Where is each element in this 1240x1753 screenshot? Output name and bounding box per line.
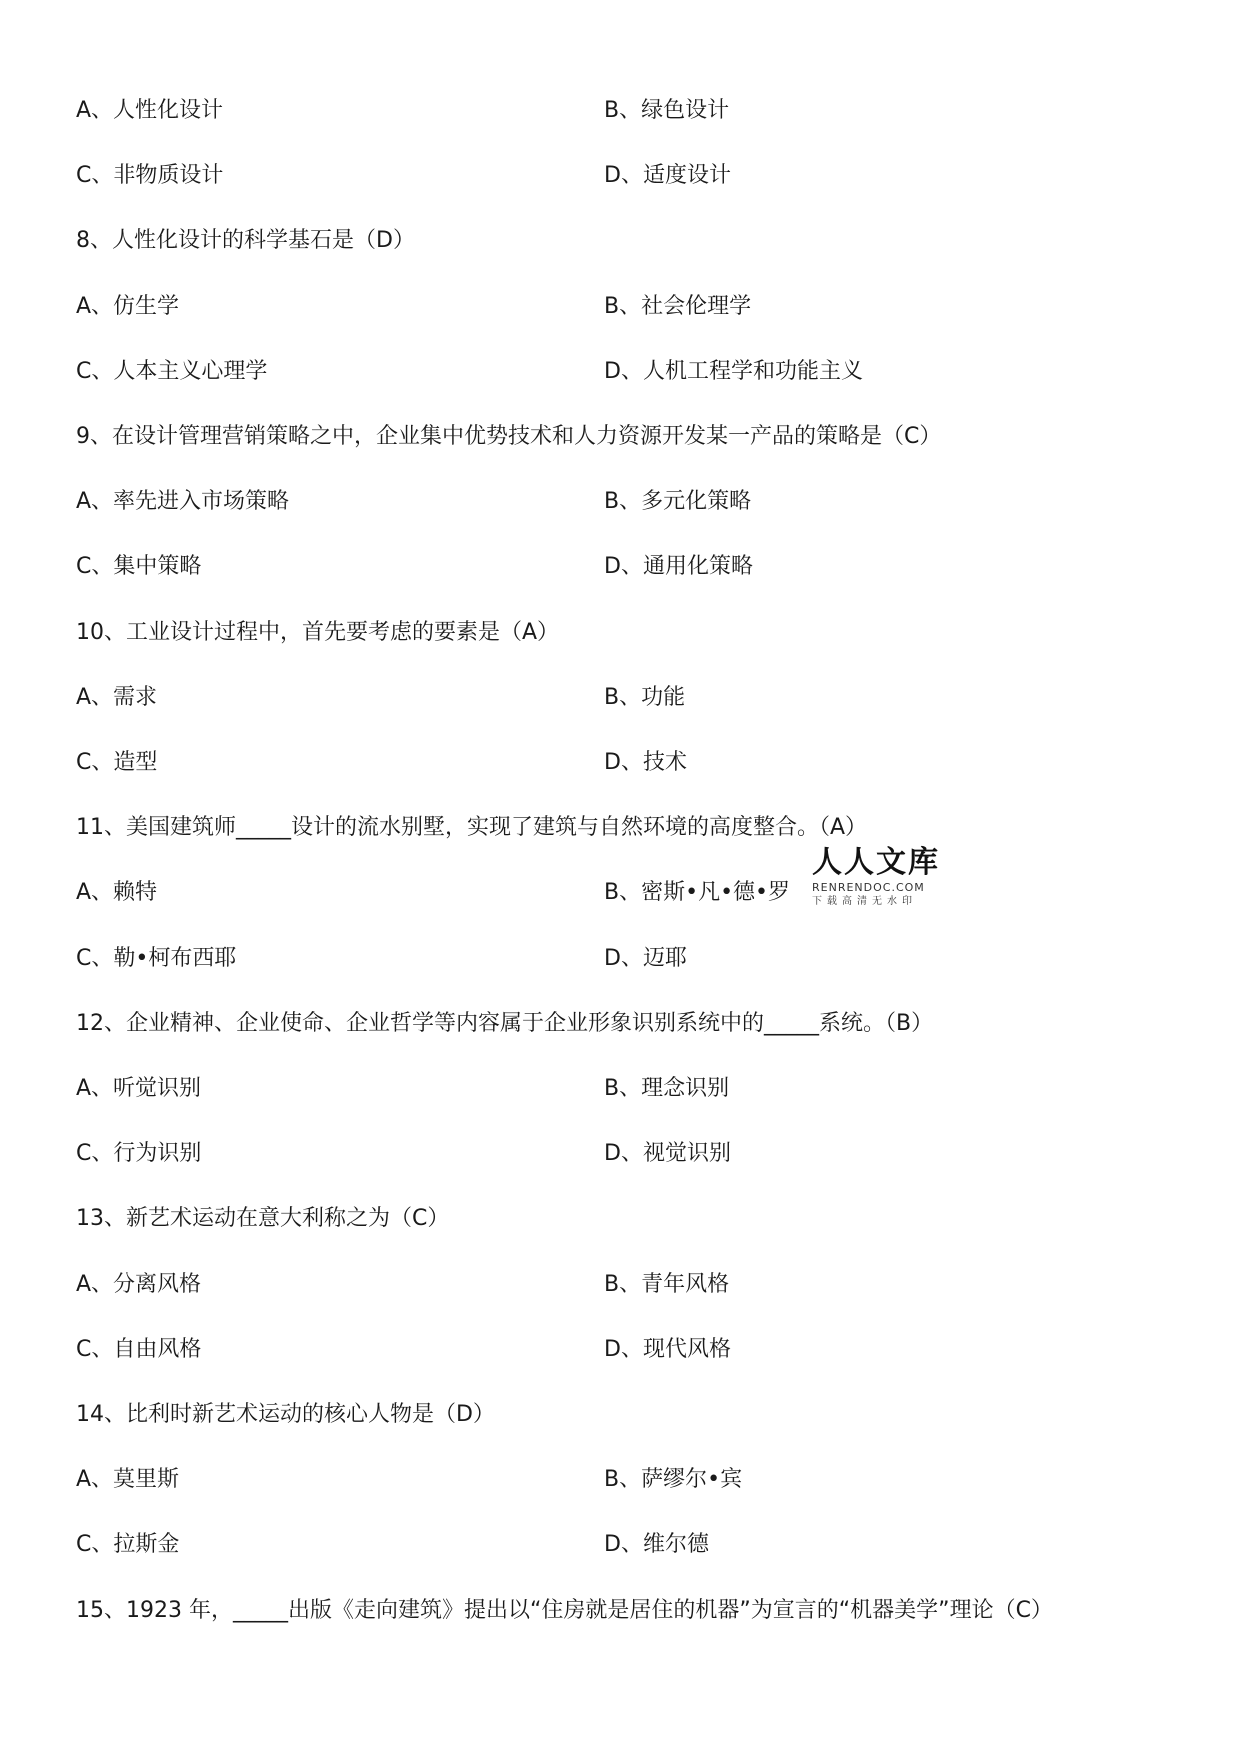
question-text: 15、1923 年，_____出版《走向建筑》提出以“住房就是居住的机器”为宣言的“机器美学”理论（C） <box>76 1598 1053 1623</box>
watermark-url: RENRENDOC.COM <box>812 881 925 894</box>
option-left: C、人本主义心理学 <box>76 359 268 384</box>
option-right: D、迈耶 <box>604 946 687 971</box>
option-right: D、技术 <box>604 750 687 775</box>
watermark-logo <box>808 846 948 910</box>
option-right: B、理念识别 <box>604 1076 730 1101</box>
option-left: A、需求 <box>76 685 158 710</box>
option-right: B、萨缪尔•宾 <box>604 1467 743 1492</box>
option-left: A、仿生学 <box>76 294 180 319</box>
option-left: C、自由风格 <box>76 1337 202 1362</box>
question-text: 10、工业设计过程中，首先要考虑的要素是（A） <box>76 620 560 645</box>
option-left: A、莫里斯 <box>76 1467 180 1492</box>
option-left: C、造型 <box>76 750 158 775</box>
option-right: D、适度设计 <box>604 163 731 188</box>
option-right: B、青年风格 <box>604 1272 730 1297</box>
option-left: A、人性化设计 <box>76 98 224 123</box>
option-left: C、行为识别 <box>76 1141 202 1166</box>
option-left: C、非物质设计 <box>76 163 224 188</box>
option-right: D、维尔德 <box>604 1532 709 1557</box>
option-left: C、拉斯金 <box>76 1532 180 1557</box>
option-right: D、通用化策略 <box>604 554 753 579</box>
option-right: B、功能 <box>604 685 686 710</box>
option-right: D、现代风格 <box>604 1337 731 1362</box>
watermark-subtitle: 下载高清无水印 <box>812 896 917 907</box>
question-text: 14、比利时新艺术运动的核心人物是（D） <box>76 1402 495 1427</box>
question-text: 13、新艺术运动在意大利称之为（C） <box>76 1206 450 1231</box>
option-left: A、赖特 <box>76 880 158 905</box>
option-right: B、社会伦理学 <box>604 294 752 319</box>
option-right: B、多元化策略 <box>604 489 752 514</box>
option-right: D、人机工程学和功能主义 <box>604 359 863 384</box>
option-left: A、听觉识别 <box>76 1076 202 1101</box>
question-text: 11、美国建筑师_____设计的流水别墅，实现了建筑与自然环境的高度整合。（A） <box>76 815 868 840</box>
option-left: C、集中策略 <box>76 554 202 579</box>
watermark-title: 人人文库 <box>812 845 940 880</box>
question-text: 12、企业精神、企业使命、企业哲学等内容属于企业形象识别系统中的_____系统。（B） <box>76 1011 934 1036</box>
question-text: 9、在设计管理营销策略之中，企业集中优势技术和人力资源开发某一产品的策略是（C） <box>76 424 942 449</box>
option-right: B、绿色设计 <box>604 98 730 123</box>
option-right: B、密斯•凡•德•罗 <box>604 880 791 905</box>
option-left: C、勒•柯布西耶 <box>76 946 237 971</box>
question-text: 8、人性化设计的科学基石是（D） <box>76 228 415 253</box>
option-left: A、分离风格 <box>76 1272 202 1297</box>
option-right: D、视觉识别 <box>604 1141 731 1166</box>
option-left: A、率先进入市场策略 <box>76 489 290 514</box>
